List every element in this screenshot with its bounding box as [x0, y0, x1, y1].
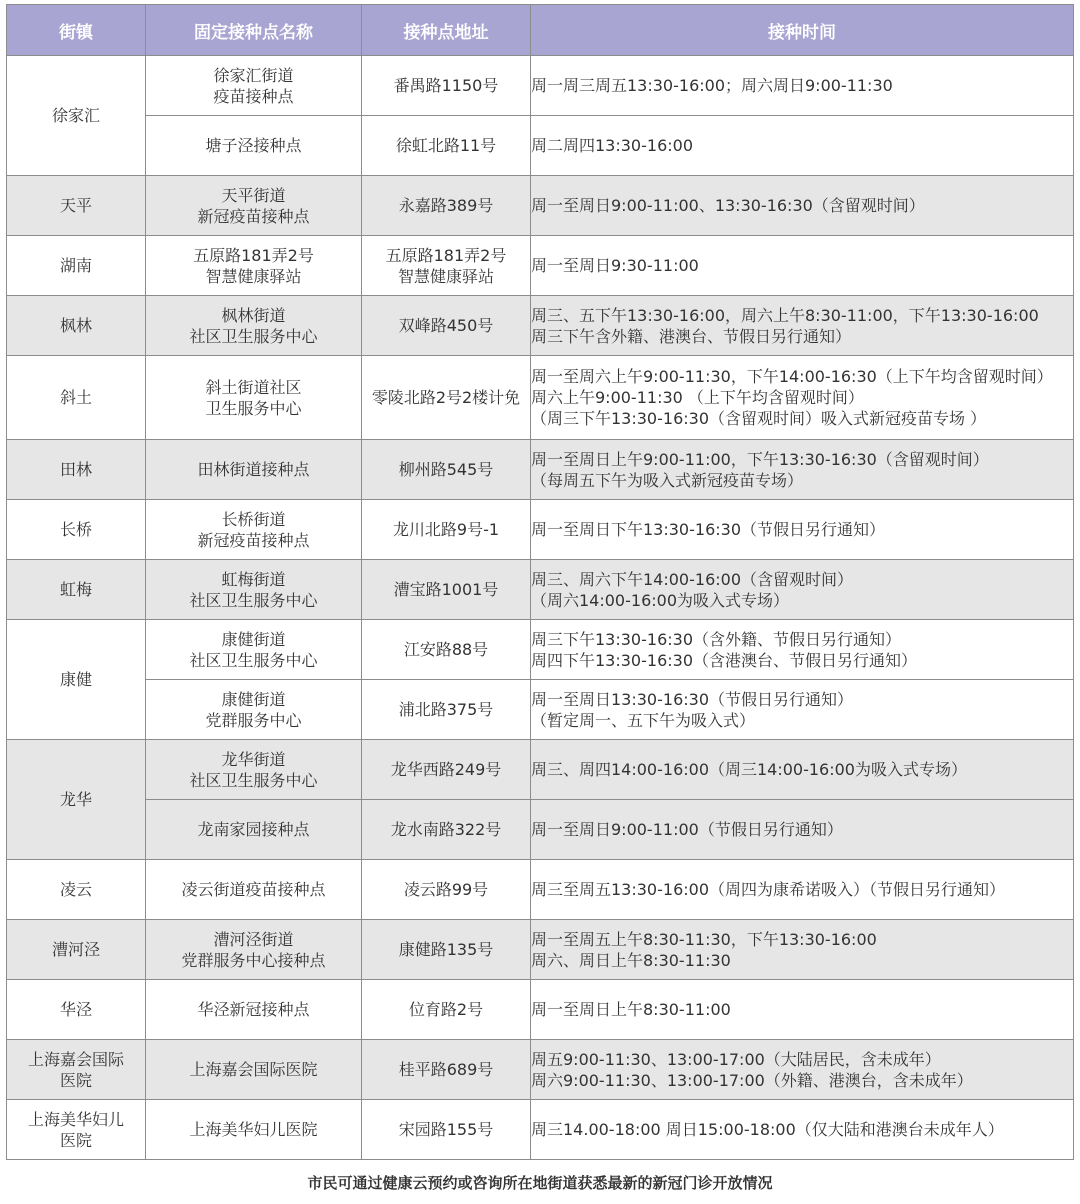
address-cell: 康健路135号	[362, 920, 531, 980]
table-row	[7, 500, 1074, 560]
site-name-cell: 五原路181弄2号 智慧健康驿站	[146, 236, 362, 296]
hours-cell: 周一至周日下午13:30-16:30（节假日另行通知）	[531, 500, 1074, 560]
town-cell: 虹梅	[7, 560, 146, 620]
hours-cell: 周一至周日9:00-11:00、13:30-16:30（含留观时间）	[531, 176, 1074, 236]
hours-cell: 周三、五下午13:30-16:00，周六上午8:30-11:00，下午13:30-16:00 周三下午含外籍、港澳台、节假日另行通知）	[531, 296, 1074, 356]
town-cell: 华泾	[7, 980, 146, 1040]
hours-cell: 周二周四13:30-16:00	[531, 116, 1074, 176]
table-row	[7, 56, 1074, 116]
address-cell: 零陵北路2号2楼计免	[362, 356, 531, 440]
table-row	[7, 740, 1074, 800]
site-name-cell: 塘子泾接种点	[146, 116, 362, 176]
site-name-cell: 漕河泾街道 党群服务中心接种点	[146, 920, 362, 980]
header-hours: 接种时间	[531, 5, 1074, 56]
header-town: 街镇	[7, 5, 146, 56]
vaccination-schedule-table	[6, 4, 1074, 1160]
table-row	[7, 116, 1074, 176]
hours-cell: 周三、周六下午14:00-16:00（含留观时间） （周六14:00-16:00为吸入式专场）	[531, 560, 1074, 620]
town-cell: 天平	[7, 176, 146, 236]
hours-cell: 周一至周日上午9:00-11:00，下午13:30-16:30（含留观时间） （每周五下午为吸入式新冠疫苗专场）	[531, 440, 1074, 500]
town-cell: 上海嘉会国际医院	[7, 1040, 146, 1100]
town-cell: 斜土	[7, 356, 146, 440]
hours-cell: 周三至周五13:30-16:00（周四为康希诺吸入）（节假日另行通知）	[531, 860, 1074, 920]
site-name-cell: 康健街道 社区卫生服务中心	[146, 620, 362, 680]
table-row	[7, 356, 1074, 440]
address-cell: 凌云路99号	[362, 860, 531, 920]
address-cell: 双峰路450号	[362, 296, 531, 356]
hours-cell: 周一至周五上午8:30-11:30，下午13:30-16:00 周六、周日上午8:30-11:30	[531, 920, 1074, 980]
table-row	[7, 980, 1074, 1040]
site-name-cell: 田林街道接种点	[146, 440, 362, 500]
address-cell: 宋园路155号	[362, 1100, 531, 1160]
town-cell: 长桥	[7, 500, 146, 560]
site-name-cell: 凌云街道疫苗接种点	[146, 860, 362, 920]
address-cell: 桂平路689号	[362, 1040, 531, 1100]
table-row	[7, 176, 1074, 236]
table-row	[7, 440, 1074, 500]
address-cell: 龙川北路9号-1	[362, 500, 531, 560]
hours-cell: 周一周三周五13:30-16:00；周六周日9:00-11:30	[531, 56, 1074, 116]
town-cell: 湖南	[7, 236, 146, 296]
site-name-cell: 华泾新冠接种点	[146, 980, 362, 1040]
hours-cell: 周三14.00-18:00 周日15:00-18:00（仅大陆和港澳台未成年人）	[531, 1100, 1074, 1160]
address-cell: 漕宝路1001号	[362, 560, 531, 620]
header-address: 接种点地址	[362, 5, 531, 56]
site-name-cell: 龙华街道 社区卫生服务中心	[146, 740, 362, 800]
address-cell: 五原路181弄2号 智慧健康驿站	[362, 236, 531, 296]
address-cell: 江安路88号	[362, 620, 531, 680]
table-row	[7, 1040, 1074, 1100]
site-name-cell: 天平街道 新冠疫苗接种点	[146, 176, 362, 236]
table-row	[7, 296, 1074, 356]
site-name-cell: 斜土街道社区 卫生服务中心	[146, 356, 362, 440]
site-name-cell: 上海美华妇儿医院	[146, 1100, 362, 1160]
town-cell: 田林	[7, 440, 146, 500]
table-header-row	[7, 5, 1074, 56]
town-cell: 漕河泾	[7, 920, 146, 980]
site-name-cell: 徐家汇街道 疫苗接种点	[146, 56, 362, 116]
hours-cell: 周一至周六上午9:00-11:30，下午14:00-16:30（上下午均含留观时间） 周六上午9:00-11:30 （上下午均含留观时间） （周三下午13:30-16:30（含留观时间）吸入式新冠疫苗专场 ）	[531, 356, 1074, 440]
table-row	[7, 860, 1074, 920]
address-cell: 浦北路375号	[362, 680, 531, 740]
site-name-cell: 康健街道 党群服务中心	[146, 680, 362, 740]
table-row	[7, 560, 1074, 620]
table-row	[7, 680, 1074, 740]
address-cell: 位育路2号	[362, 980, 531, 1040]
hours-cell: 周一至周日13:30-16:30（节假日另行通知） （暂定周一、五下午为吸入式）	[531, 680, 1074, 740]
address-cell: 永嘉路389号	[362, 176, 531, 236]
hours-cell: 周一至周日上午8:30-11:00	[531, 980, 1074, 1040]
site-name-cell: 上海嘉会国际医院	[146, 1040, 362, 1100]
site-name-cell: 龙南家园接种点	[146, 800, 362, 860]
header-site-name: 固定接种点名称	[146, 5, 362, 56]
town-cell: 上海美华妇儿医院	[7, 1100, 146, 1160]
footer-note: 市民可通过健康云预约或咨询所在地街道获悉最新的新冠门诊开放情况	[307, 1174, 773, 1192]
site-name-cell: 枫林街道 社区卫生服务中心	[146, 296, 362, 356]
site-name-cell: 长桥街道 新冠疫苗接种点	[146, 500, 362, 560]
hours-cell: 周一至周日9:00-11:00（节假日另行通知）	[531, 800, 1074, 860]
address-cell: 柳州路545号	[362, 440, 531, 500]
hours-cell: 周三、周四14:00-16:00（周三14:00-16:00为吸入式专场）	[531, 740, 1074, 800]
table-row	[7, 800, 1074, 860]
address-cell: 徐虹北路11号	[362, 116, 531, 176]
table-row	[7, 1100, 1074, 1160]
address-cell: 龙水南路322号	[362, 800, 531, 860]
town-cell: 徐家汇	[7, 56, 146, 176]
site-name-cell: 虹梅街道 社区卫生服务中心	[146, 560, 362, 620]
hours-cell: 周一至周日9:30-11:00	[531, 236, 1074, 296]
town-cell: 康健	[7, 620, 146, 740]
hours-cell: 周五9:00-11:30、13:00-17:00（大陆居民，含未成年） 周六9:00-11:30、13:00-17:00（外籍、港澳台，含未成年）	[531, 1040, 1074, 1100]
address-cell: 龙华西路249号	[362, 740, 531, 800]
hours-cell: 周三下午13:30-16:30（含外籍、节假日另行通知） 周四下午13:30-16:30（含港澳台、节假日另行通知）	[531, 620, 1074, 680]
table-row	[7, 236, 1074, 296]
address-cell: 番禺路1150号	[362, 56, 531, 116]
table-row	[7, 920, 1074, 980]
town-cell: 凌云	[7, 860, 146, 920]
town-cell: 龙华	[7, 740, 146, 860]
town-cell: 枫林	[7, 296, 146, 356]
table-row	[7, 620, 1074, 680]
